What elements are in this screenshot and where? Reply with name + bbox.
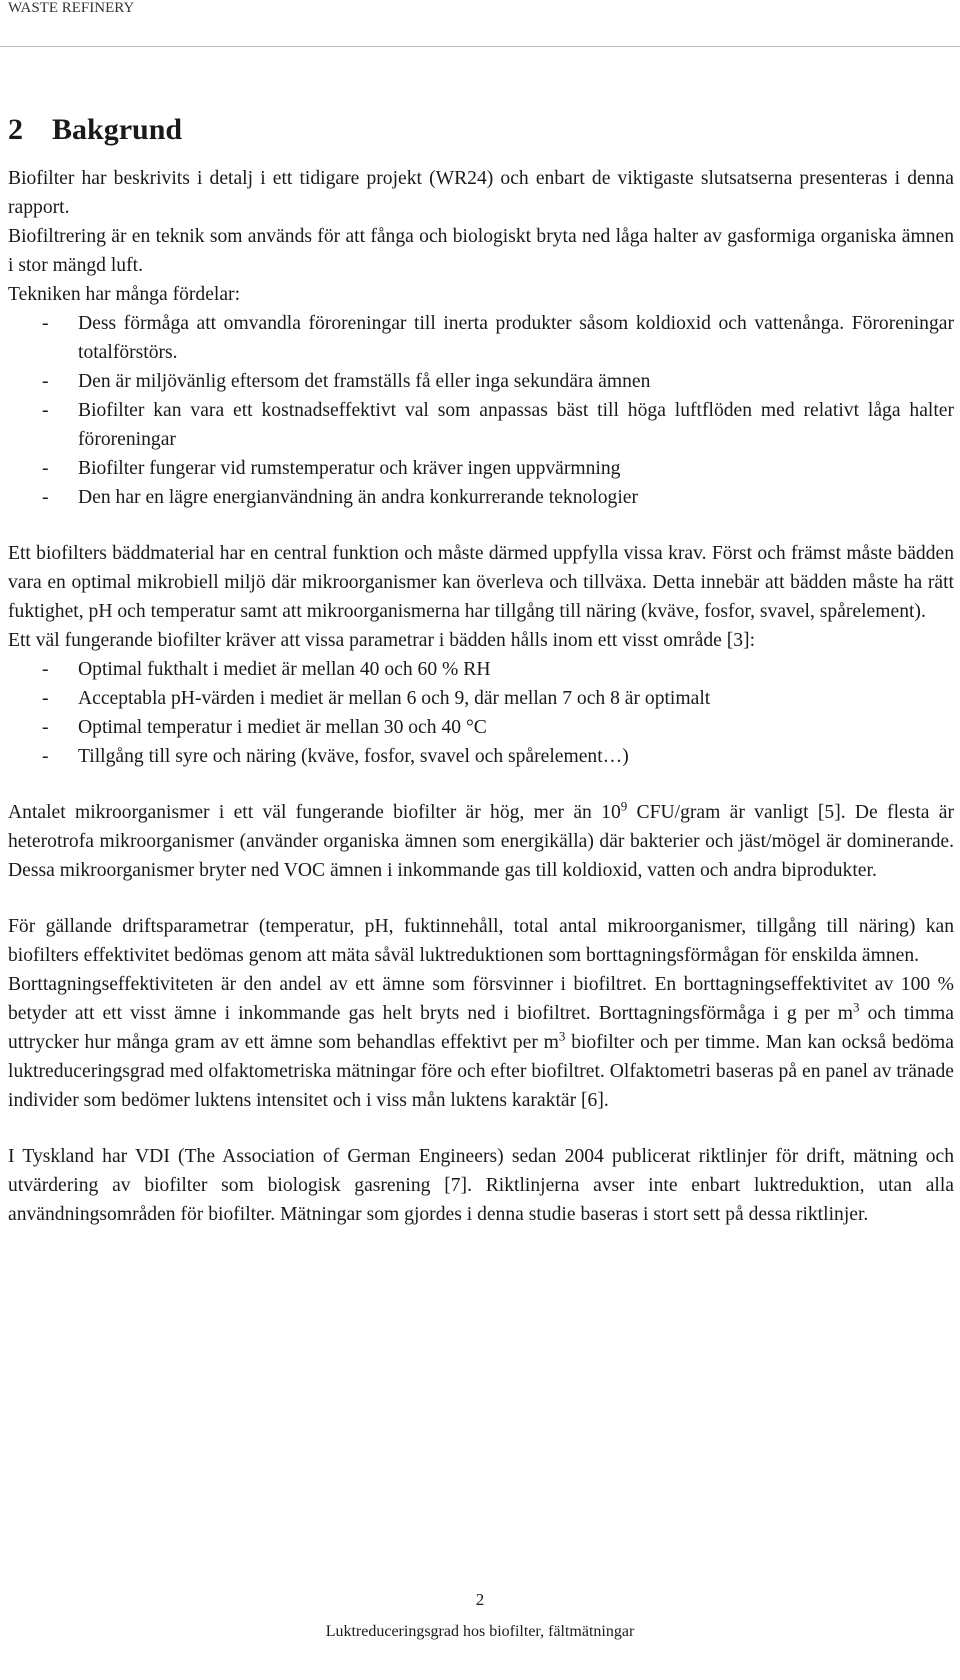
list-item-text: Biofilter fungerar vid rumstemperatur och kräver ingen uppvärmning: [78, 458, 621, 479]
list-item-text: Den är miljövänlig eftersom det framställs få eller inga sekundära ämnen: [78, 371, 651, 392]
section-number: 2: [8, 113, 23, 146]
list-item-text: Dess förmåga att omvandla föroreningar till inerta produkter såsom koldioxid och vattenånga. Föroreningar totalförstörs.: [78, 313, 954, 363]
text-run: Borttagningseffektiviteten är den andel av ett ämne som försvinner i biofiltret. En borttagningseffektivitet av 100 % betyder att ett visst ämne i inkommande gas helt bryts ned i biofiltret. Borttagningsförmåga i g per m: [8, 974, 954, 1024]
section-title: Bakgrund: [52, 113, 183, 146]
text-run: och timma uttrycker hur många gram av ett ämne som behandlas effektivt per m: [8, 1003, 954, 1053]
dash-marker: -: [42, 688, 49, 709]
vdi-paragraph: I Tyskland har VDI (The Association of German Engineers) sedan 2004 publicerat riktlinjer för drift, mätning och utvärdering av biofilter som biologisk gasrening [7]. Riktlinjerna avser inte enbart luktreduktion, utan alla användningsområden för biofilter. Mätningar som gjordes i denna studie baseras i stort sett på dessa riktlinjer.: [8, 1146, 954, 1225]
list-item: [8, 367, 954, 396]
superscript: 3: [853, 999, 860, 1015]
dash-marker: -: [42, 371, 49, 392]
intro-paragraph-3: Tekniken har många fördelar:: [8, 284, 241, 305]
removal-efficiency-paragraph: [8, 970, 954, 1115]
bed-material-paragraph: Ett biofilters bäddmaterial har en central funktion och måste därmed uppfylla vissa krav. Först och främst måste bädden vara en optimal mikrobiell miljö där mikroorganismer kan överleva och tillväxa. Detta innebär att bädden måste ha rätt fuktighet, pH och temperatur samt att mikroorganismerna har tillgång till näring (kväve, fosfor, svavel, spårelement).: [8, 543, 954, 622]
list-item: [8, 684, 954, 713]
superscript: 3: [558, 1028, 566, 1044]
advantages-list: [8, 309, 954, 512]
section-heading: [8, 112, 954, 148]
dash-marker: -: [42, 659, 49, 680]
document-body: [8, 112, 954, 1229]
superscript: 9: [620, 798, 628, 814]
dash-marker: -: [42, 717, 49, 738]
list-item-text: Acceptabla pH-värden i mediet är mellan 6 och 9, där mellan 7 och 8 är optimalt: [78, 688, 711, 709]
dash-marker: -: [42, 487, 49, 508]
page-number: 2: [475, 1590, 485, 1609]
running-header: WASTE REFINERY: [8, 0, 135, 16]
dash-marker: -: [42, 458, 49, 479]
list-item-text: Optimal fukthalt i mediet är mellan 40 och 60 % RH: [78, 659, 491, 680]
footer-title: Luktreduceringsgrad hos biofilter, fältmätningar: [325, 1623, 635, 1640]
list-item: [8, 742, 954, 771]
dash-marker: -: [42, 746, 49, 767]
parameters-intro: Ett väl fungerande biofilter kräver att vissa parametrar i bädden hålls inom ett visst område [3]:: [8, 630, 756, 651]
list-item: [8, 483, 954, 512]
intro-paragraph-1: Biofilter har beskrivits i detalj i ett tidigare projekt (WR24) och enbart de viktigaste slutsatserna presenteras i denna rapport.: [8, 168, 954, 218]
header-divider: [0, 46, 960, 47]
list-item: [8, 655, 954, 684]
list-item-text: Den har en lägre energianvändning än andra konkurrerande teknologier: [78, 487, 639, 508]
list-item: [8, 309, 954, 367]
list-item-text: Biofilter kan vara ett kostnadseffektivt val som anpassas bäst till höga luftflöden med relativt låga halter föroreningar: [78, 400, 954, 450]
list-item: [8, 713, 954, 742]
list-item: [8, 396, 954, 454]
list-item-text: Optimal temperatur i mediet är mellan 30 och 40 °C: [78, 717, 487, 738]
dash-marker: -: [42, 313, 49, 334]
microorganisms-paragraph: [8, 798, 954, 885]
parameters-list: [8, 655, 954, 771]
text-run: CFU/gram är vanligt [5]. De flesta är heterotrofa mikroorganismer (använder organiska ämnen som energikälla) där bakterier och jäst/mögel är dominerande. Dessa mikroorganismer bryter ned VOC ämnen i inkommande gas till koldioxid, vatten och andra biprodukter.: [8, 802, 954, 881]
text-run: Antalet mikroorganismer i ett väl fungerande biofilter är hög, mer än 10: [8, 802, 621, 823]
text-run: biofilter och per timme. Man kan också bedöma luktreduceringsgrad med olfaktometriska mätningar före och efter biofiltret. Olfaktometri baseras på en panel av tränade individer som bedömer luktens intensitet och i viss mån luktens karaktär [6].: [8, 1032, 954, 1111]
dash-marker: -: [42, 400, 49, 421]
list-item-text: Tillgång till syre och näring (kväve, fosfor, svavel och spårelement…): [78, 746, 629, 767]
operating-parameters-paragraph: För gällande driftsparametrar (temperatur, pH, fuktinnehåll, total antal mikroorganismer, tillgång till näring) kan biofilters effektivitet bedömas genom att mäta såväl luktreduktionen som borttagningsförmågan för enskilda ämnen.: [8, 916, 954, 966]
list-item: [8, 454, 954, 483]
intro-paragraph-2: Biofiltrering är en teknik som används för att fånga och biologiskt bryta ned låga halter av gasformiga organiska ämnen i stor mängd luft.: [8, 226, 954, 276]
